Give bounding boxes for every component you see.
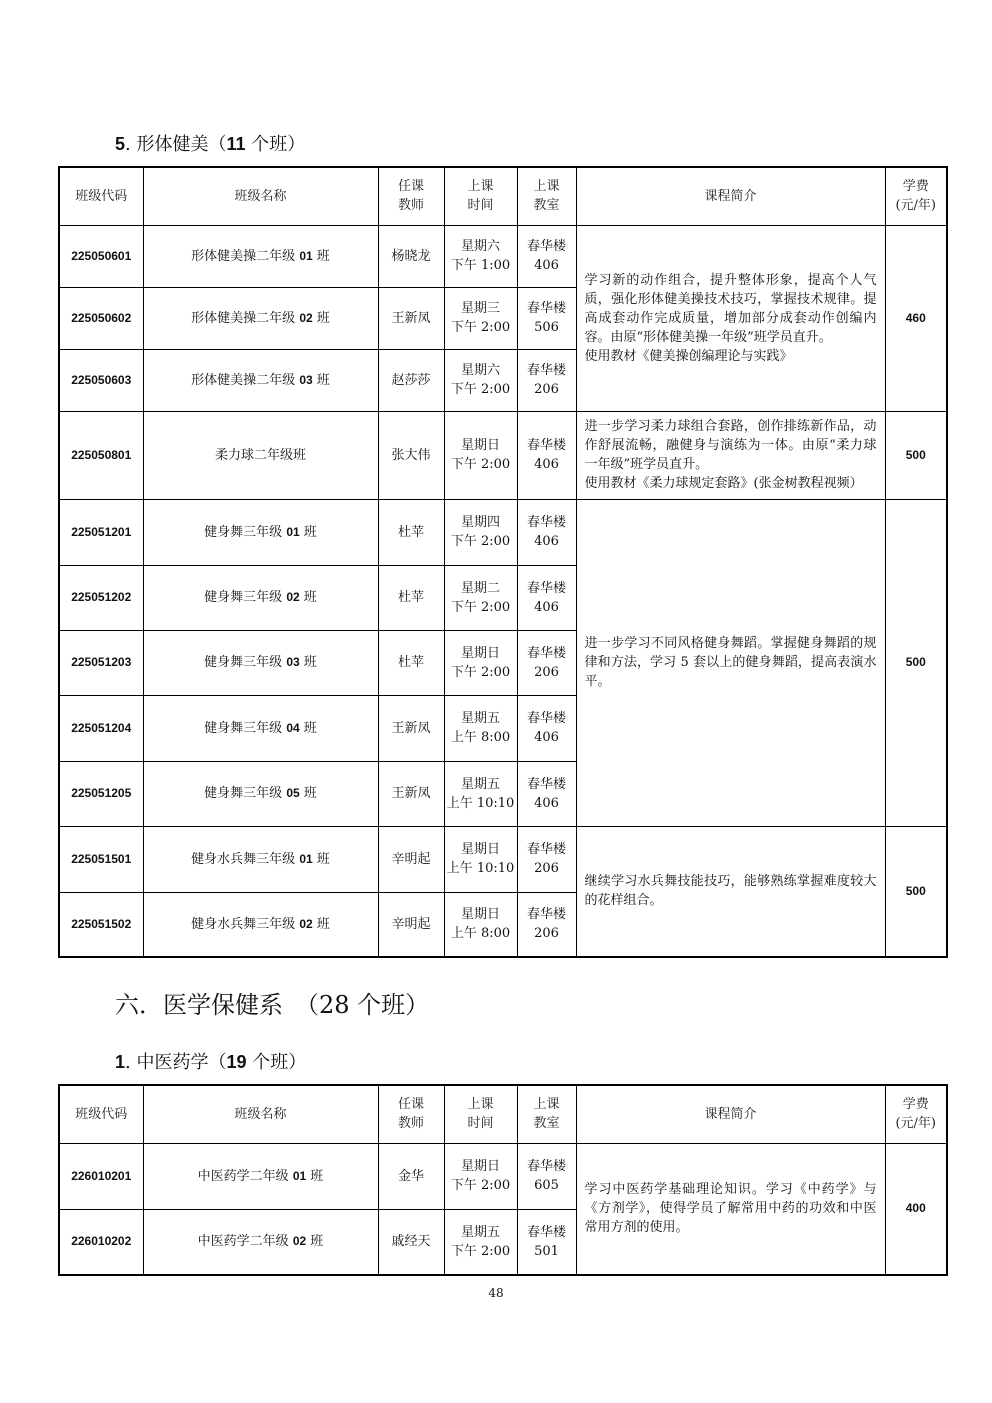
class-code: 225050601 [59, 225, 143, 287]
header-description: 课程简介 [576, 1085, 885, 1143]
page-number: 48 [488, 1286, 504, 1300]
classroom: 春华楼 605 [517, 1143, 576, 1209]
class-name: 健身舞三年级 02 班 [143, 565, 378, 630]
teacher: 张大伟 [378, 411, 444, 499]
class-code: 225050602 [59, 287, 143, 349]
class-time: 星期日 上午 8:00 [444, 892, 517, 957]
class-code: 225050801 [59, 411, 143, 499]
classroom: 春华楼 406 [517, 499, 576, 565]
header-class-code: 班级代码 [59, 1085, 143, 1143]
classroom: 春华楼 206 [517, 630, 576, 695]
class-time: 星期二 下午 2:00 [444, 565, 517, 630]
class-time: 星期三 下午 2:00 [444, 287, 517, 349]
class-time: 星期日 下午 2:00 [444, 411, 517, 499]
tuition-fee: 500 [885, 826, 947, 957]
class-code: 226010201 [59, 1143, 143, 1209]
classroom: 春华楼 406 [517, 761, 576, 826]
section-heading-body-shaping: 5. 形体健美（11 个班） [115, 134, 306, 155]
class-time: 星期五 下午 2:00 [444, 1209, 517, 1275]
tuition-fee: 460 [885, 225, 947, 411]
tuition-fee: 500 [885, 499, 947, 826]
course-description: 进一步学习柔力球组合套路，创作排练新作品，动作舒展流畅，融健身与演练为一体。由原“柔力球一年级”班学员直升。 使用教材《柔力球规定套路》(张金树教程视频） [576, 411, 885, 499]
class-time: 星期六 下午 1:00 [444, 225, 517, 287]
section-heading-tcm: 1. 中医药学（19 个班） [115, 1052, 307, 1073]
classroom: 春华楼 406 [517, 695, 576, 761]
course-description: 进一步学习不同风格健身舞蹈。掌握健身舞蹈的规律和方法，学习 5 套以上的健身舞蹈，提高表演水平。 [576, 499, 885, 826]
table-row [59, 499, 947, 565]
classroom: 春华楼 406 [517, 225, 576, 287]
class-name: 形体健美操二年级 03 班 [143, 349, 378, 411]
class-time: 星期日 下午 2:00 [444, 1143, 517, 1209]
class-name: 形体健美操二年级 02 班 [143, 287, 378, 349]
classroom: 春华楼 206 [517, 892, 576, 957]
header-class-code: 班级代码 [59, 167, 143, 225]
header-fee: 学费 (元/年) [885, 1085, 947, 1143]
class-code: 225050603 [59, 349, 143, 411]
class-name: 形体健美操二年级 01 班 [143, 225, 378, 287]
class-name: 健身舞三年级 01 班 [143, 499, 378, 565]
class-code: 225051203 [59, 630, 143, 695]
header-teacher: 任课 教师 [378, 1085, 444, 1143]
class-name: 健身舞三年级 04 班 [143, 695, 378, 761]
class-time: 星期五 上午 8:00 [444, 695, 517, 761]
header-room: 上课 教室 [517, 1085, 576, 1143]
class-name: 柔力球二年级班 [143, 411, 378, 499]
classroom: 春华楼 506 [517, 287, 576, 349]
header-class-name: 班级名称 [143, 1085, 378, 1143]
class-name: 中医药学二年级 02 班 [143, 1209, 378, 1275]
header-fee: 学费 (元/年) [885, 167, 947, 225]
table-row [59, 411, 947, 499]
table-row [59, 826, 947, 892]
class-name: 健身水兵舞三年级 01 班 [143, 826, 378, 892]
class-time: 星期六 下午 2:00 [444, 349, 517, 411]
teacher: 杨晓龙 [378, 225, 444, 287]
teacher: 辛明起 [378, 826, 444, 892]
class-schedule-table-tcm [58, 1084, 948, 1276]
classroom: 春华楼 206 [517, 826, 576, 892]
class-name: 健身舞三年级 03 班 [143, 630, 378, 695]
teacher: 杜苹 [378, 499, 444, 565]
teacher: 辛明起 [378, 892, 444, 957]
header-room: 上课 教室 [517, 167, 576, 225]
class-time: 星期日 下午 2:00 [444, 630, 517, 695]
table-row [59, 1143, 947, 1209]
class-time: 星期四 下午 2:00 [444, 499, 517, 565]
classroom: 春华楼 406 [517, 411, 576, 499]
header-teacher: 任课 教师 [378, 167, 444, 225]
teacher: 王新凤 [378, 695, 444, 761]
class-name: 健身水兵舞三年级 02 班 [143, 892, 378, 957]
classroom: 春华楼 206 [517, 349, 576, 411]
teacher: 杜苹 [378, 630, 444, 695]
teacher: 金华 [378, 1143, 444, 1209]
course-description: 学习新的动作组合，提升整体形象，提高个人气质，强化形体健美操技术技巧，掌握技术规律。提高成套动作完成质量，增加部分成套动作创编内容。由原“形体健美操一年级”班学员直升。 使用教材《健美操创编理论与实践》 [576, 225, 885, 411]
teacher: 戚经天 [378, 1209, 444, 1275]
table-header-row [59, 1085, 947, 1143]
header-time: 上课 时间 [444, 1085, 517, 1143]
class-time: 星期日 上午 10:10 [444, 826, 517, 892]
class-name: 中医药学二年级 01 班 [143, 1143, 378, 1209]
classroom: 春华楼 406 [517, 565, 576, 630]
class-name: 健身舞三年级 05 班 [143, 761, 378, 826]
teacher: 杜苹 [378, 565, 444, 630]
teacher: 赵莎莎 [378, 349, 444, 411]
classroom: 春华楼 501 [517, 1209, 576, 1275]
teacher: 王新凤 [378, 287, 444, 349]
class-code: 225051204 [59, 695, 143, 761]
course-description: 学习中医药学基础理论知识。学习《中药学》与《方剂学》，使得学员了解常用中药的功效和中医常用方剂的使用。 [576, 1143, 885, 1275]
class-code: 226010202 [59, 1209, 143, 1275]
class-code: 225051201 [59, 499, 143, 565]
class-code: 225051501 [59, 826, 143, 892]
table-row [59, 225, 947, 287]
teacher: 王新凤 [378, 761, 444, 826]
class-schedule-table-body-shaping [58, 166, 948, 958]
header-time: 上课 时间 [444, 167, 517, 225]
department-heading-medical: 六．医学保健系 （28 个班） [115, 991, 430, 1019]
tuition-fee: 500 [885, 411, 947, 499]
class-code: 225051502 [59, 892, 143, 957]
table-header-row [59, 167, 947, 225]
header-class-name: 班级名称 [143, 167, 378, 225]
course-description: 继续学习水兵舞技能技巧，能够熟练掌握难度较大的花样组合。 [576, 826, 885, 957]
header-description: 课程简介 [576, 167, 885, 225]
class-code: 225051202 [59, 565, 143, 630]
class-time: 星期五 上午 10:10 [444, 761, 517, 826]
class-code: 225051205 [59, 761, 143, 826]
tuition-fee: 400 [885, 1143, 947, 1275]
